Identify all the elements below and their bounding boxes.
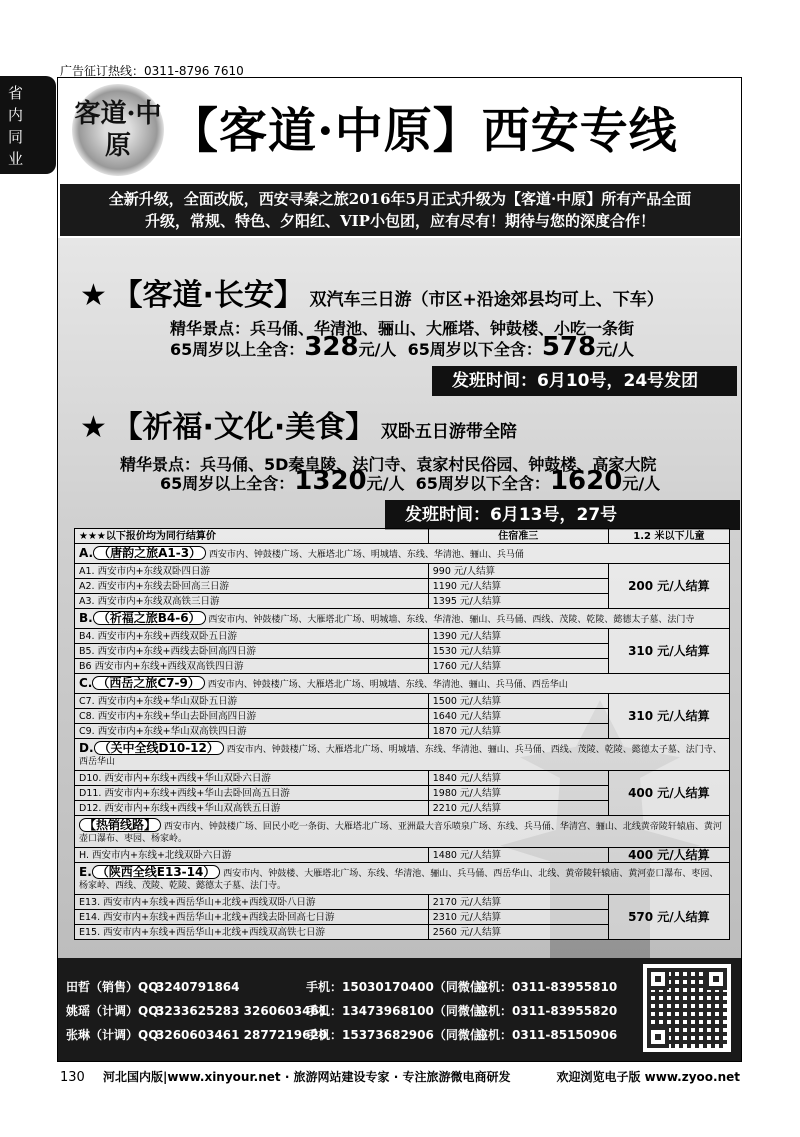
contact-row <box>66 978 617 995</box>
contact-phone: 座机：0311-85150906 <box>476 1028 618 1042</box>
group-label: B. <box>79 611 93 625</box>
route-title <box>80 270 664 314</box>
contact-name: 姚瑶（计调）QQ： <box>66 1004 171 1018</box>
price-cell: 2210 元/人结算 <box>428 801 608 816</box>
brand-logo <box>72 84 164 176</box>
page-title: 【客道·中原】西安专线 <box>170 103 678 159</box>
group-description <box>75 863 730 895</box>
footer-left: 河北国内版|www.xinyour.net · 旅游网站建设专家 · 专注旅游微电商研发 <box>103 1070 511 1084</box>
section-tab-char: 同 <box>8 128 24 146</box>
price-cell: 1870 元/人结算 <box>428 724 608 739</box>
group-desc: 西安市内、钟鼓楼、大雁塔北广场、东线、华清池、骊山、兵马俑、西岳华山、北线、黄帝陵轩辕庙、黄河壶口瀑布、枣园、杨家岭、西线、茂陵、乾陵、懿德太子墓、法门寺。 <box>79 869 719 891</box>
section-tab-char: 内 <box>8 106 24 124</box>
group-name: （唐韵之旅A1-3） <box>93 546 206 560</box>
price-cell: 2170 元/人结算 <box>428 895 608 910</box>
intro-line: 全新升级，全面改版，西安寻秦之旅2016年5月正式升级为【客道·中原】所有产品全面 <box>108 190 692 208</box>
group-desc: 西安市内、钟鼓楼广场、大雁塔北广场、明城墙、东线、华清池、骊山、兵马俑、西线、茂陵、乾陵、懿德太子墓、法门寺、西岳华山 <box>79 745 722 767</box>
group-name: 【热销线路】 <box>79 818 161 832</box>
ad-hotline: 广告征订热线：0311-8796 7610 <box>60 64 244 78</box>
route-prices <box>160 466 660 496</box>
route-cell: E13. 西安市内+东线+西岳华山+北线+西线双卧八日游 <box>75 895 429 910</box>
price-cell: 1530 元/人结算 <box>428 644 608 659</box>
group-desc: 西安市内、钟鼓楼广场、回民小吃一条街、大雁塔北广场、亚洲最大音乐喷泉广场、东线、兵马俑、华清宫、骊山、北线黄帝陵轩辕庙、黄河壶口瀑布、枣园、杨家岭。 <box>79 822 722 844</box>
price-cell: 1640 元/人结算 <box>428 709 608 724</box>
table-group-row <box>75 863 730 895</box>
route-cell: C8. 西安市内+东线+华山去卧回高四日游 <box>75 709 429 724</box>
price-cell: 1500 元/人结算 <box>428 694 608 709</box>
child-price-cell: 400 元/人结算 <box>608 771 729 816</box>
price-table <box>74 528 730 940</box>
table-row <box>75 895 730 910</box>
route-desc: 双卧五日游带全陪 <box>380 422 517 442</box>
route-cell: A2. 西安市内+东线去卧回高三日游 <box>75 579 429 594</box>
child-price-cell: 400 元/人结算 <box>608 848 729 863</box>
price-cell: 1395 元/人结算 <box>428 594 608 609</box>
group-desc: 西安市内、钟鼓楼广场、大雁塔北广场、明城墙、东线、华清池、骊山、兵马俑、西岳华山 <box>207 680 568 690</box>
contact-mobile: 手机：13473968100（同微信） <box>306 1004 494 1018</box>
route-cell: E14. 西安市内+东线+西岳华山+北线+西线去卧回高七日游 <box>75 910 429 925</box>
table-group-row <box>75 674 730 694</box>
price-cell: 1840 元/人结算 <box>428 771 608 786</box>
table-row <box>75 848 730 863</box>
intro-banner <box>60 184 740 236</box>
contact-qq: 3233625283 3260603461 <box>156 1004 328 1018</box>
star-icon: ★ <box>80 410 107 445</box>
route-cell: D11. 西安市内+东线+西线+华山去卧回高五日游 <box>75 786 429 801</box>
route-title <box>80 402 517 446</box>
table-row <box>75 564 730 579</box>
route-cell: C7. 西安市内+东线+华山双卧五日游 <box>75 694 429 709</box>
price-cell: 1390 元/人结算 <box>428 629 608 644</box>
child-price-cell: 310 元/人结算 <box>608 694 729 739</box>
route-cell: H. 西安市内+东线+北线双卧六日游 <box>75 848 429 863</box>
contact-mobile: 手机：15030170400（同微信） <box>306 980 494 994</box>
route-name: 【祈福·文化·美食】 <box>112 410 376 445</box>
price-cell: 1980 元/人结算 <box>428 786 608 801</box>
intro-line: 升级，常规、特色、夕阳红、VIP小包团，应有尽有！期待与您的深度合作！ <box>145 212 655 230</box>
contact-row <box>66 1026 617 1043</box>
price-value: 578 <box>541 332 597 362</box>
price-unit: 元/人 <box>622 474 661 493</box>
section-tab-char: 业 <box>8 150 24 168</box>
table-row <box>75 771 730 786</box>
route-cell: E15. 西安市内+东线+西岳华山+北线+西线双高铁七日游 <box>75 925 429 940</box>
footer-right: 欢迎浏览电子版 www.zyoo.net <box>556 1070 740 1084</box>
table-group-row <box>75 739 730 771</box>
group-label: C. <box>79 676 93 690</box>
table-row <box>75 629 730 644</box>
child-price-cell: 200 元/人结算 <box>608 564 729 609</box>
group-description <box>75 674 730 694</box>
price-label: 65周岁以上全含： <box>160 474 295 493</box>
route-cell: A1. 西安市内+东线双卧四日游 <box>75 564 429 579</box>
price-value: 1620 <box>549 466 623 496</box>
departure-banner: 发班时间：6月13号，27号 <box>385 500 740 530</box>
price-table-body <box>75 529 730 940</box>
child-price-cell: 310 元/人结算 <box>608 629 729 674</box>
price-label: 65周岁以上全含： <box>170 340 305 359</box>
price-cell: 1480 元/人结算 <box>428 848 608 863</box>
table-group-row <box>75 609 730 629</box>
group-description <box>75 609 730 629</box>
route-cell: A3. 西安市内+东线双高铁三日游 <box>75 594 429 609</box>
header-cell: 1.2 米以下儿童 <box>608 529 729 544</box>
route-cell: B6 西安市内+东线+西线双高铁四日游 <box>75 659 429 674</box>
table-group-row <box>75 544 730 564</box>
table-header <box>75 529 730 544</box>
contact-row <box>66 1002 617 1019</box>
header-cell: 住宿准三 <box>428 529 608 544</box>
route-prices <box>170 332 634 362</box>
route-cell: D12. 西安市内+东线+西线+华山双高铁五日游 <box>75 801 429 816</box>
price-label: 65周岁以下全含： <box>415 474 550 493</box>
contact-name: 田哲（销售）QQ： <box>66 980 171 994</box>
route-name: 【客道·长安】 <box>112 278 304 313</box>
section-tab <box>0 76 56 174</box>
price-cell: 2560 元/人结算 <box>428 925 608 940</box>
child-price-cell: 570 元/人结算 <box>608 895 729 940</box>
price-unit: 元/人 <box>366 474 405 493</box>
price-label: 65周岁以下全含： <box>407 340 542 359</box>
price-value: 328 <box>304 332 359 362</box>
group-label: D. <box>79 741 94 755</box>
group-name: （西岳之旅C7-9） <box>92 676 205 690</box>
group-label: E. <box>79 865 92 879</box>
page-number: 130 <box>60 1070 85 1085</box>
group-name: （陕西全线E13-14） <box>92 865 221 879</box>
logo-text: 客道·中原 <box>74 99 162 161</box>
route-desc: 双汽车三日游（市区+沿途郊县均可上、下车） <box>309 290 664 310</box>
group-description <box>75 739 730 771</box>
contact-qq: 3240791864 <box>156 980 240 994</box>
contact-phone: 座机：0311-83955820 <box>476 1004 618 1018</box>
contact-name: 张琳（计调）QQ： <box>66 1028 171 1042</box>
table-group-row <box>75 816 730 848</box>
group-name: （关中全线D10-12） <box>94 741 224 755</box>
group-desc: 西安市内、钟鼓楼广场、大雁塔北广场、明城墙、东线、华清池、骊山、兵马俑 <box>208 550 524 560</box>
group-desc: 西安市内、钟鼓楼广场、大雁塔北广场、明城墙、东线、华清池、骊山、兵马俑、西线、茂陵、乾陵、懿德太子墓、法门寺 <box>208 615 695 625</box>
route-cell: B5. 西安市内+东线+西线去卧回高四日游 <box>75 644 429 659</box>
contact-qq: 3260603461 2877219620 <box>156 1028 328 1042</box>
page-footer <box>60 1068 740 1085</box>
departure-banner: 发班时间：6月10号，24号发团 <box>432 366 737 396</box>
header-cell: ★★★以下报价均为同行结算价 <box>75 529 429 544</box>
price-cell: 2310 元/人结算 <box>428 910 608 925</box>
price-cell: 990 元/人结算 <box>428 564 608 579</box>
table-row <box>75 694 730 709</box>
route-cell: C9. 西安市内+东线+华山双高铁四日游 <box>75 724 429 739</box>
route-highlights: 精华景点：兵马俑、5D秦皇陵、法门寺、袁家村民俗园、钟鼓楼、高家大院 <box>120 455 657 474</box>
contact-panel <box>58 958 741 1061</box>
route-highlights: 精华景点：兵马俑、华清池、骊山、大雁塔、钟鼓楼、小吃一条街 <box>170 319 635 338</box>
route-cell: B4. 西安市内+东线+西线双卧五日游 <box>75 629 429 644</box>
group-name: （祈福之旅B4-6） <box>93 611 206 625</box>
qr-code-icon <box>643 964 731 1052</box>
group-description <box>75 544 730 564</box>
group-description <box>75 816 730 848</box>
price-value: 1320 <box>294 466 367 496</box>
price-cell: 1190 元/人结算 <box>428 579 608 594</box>
contact-mobile: 手机：15373682906（同微信） <box>306 1028 494 1042</box>
star-icon: ★ <box>80 278 107 313</box>
group-label: A. <box>79 546 94 560</box>
price-cell: 1760 元/人结算 <box>428 659 608 674</box>
price-unit: 元/人 <box>596 340 634 359</box>
contact-phone: 座机：0311-83955810 <box>476 980 618 994</box>
section-tab-char: 省 <box>8 84 24 102</box>
route-cell: D10. 西安市内+东线+西线+华山双卧六日游 <box>75 771 429 786</box>
price-unit: 元/人 <box>358 340 397 359</box>
